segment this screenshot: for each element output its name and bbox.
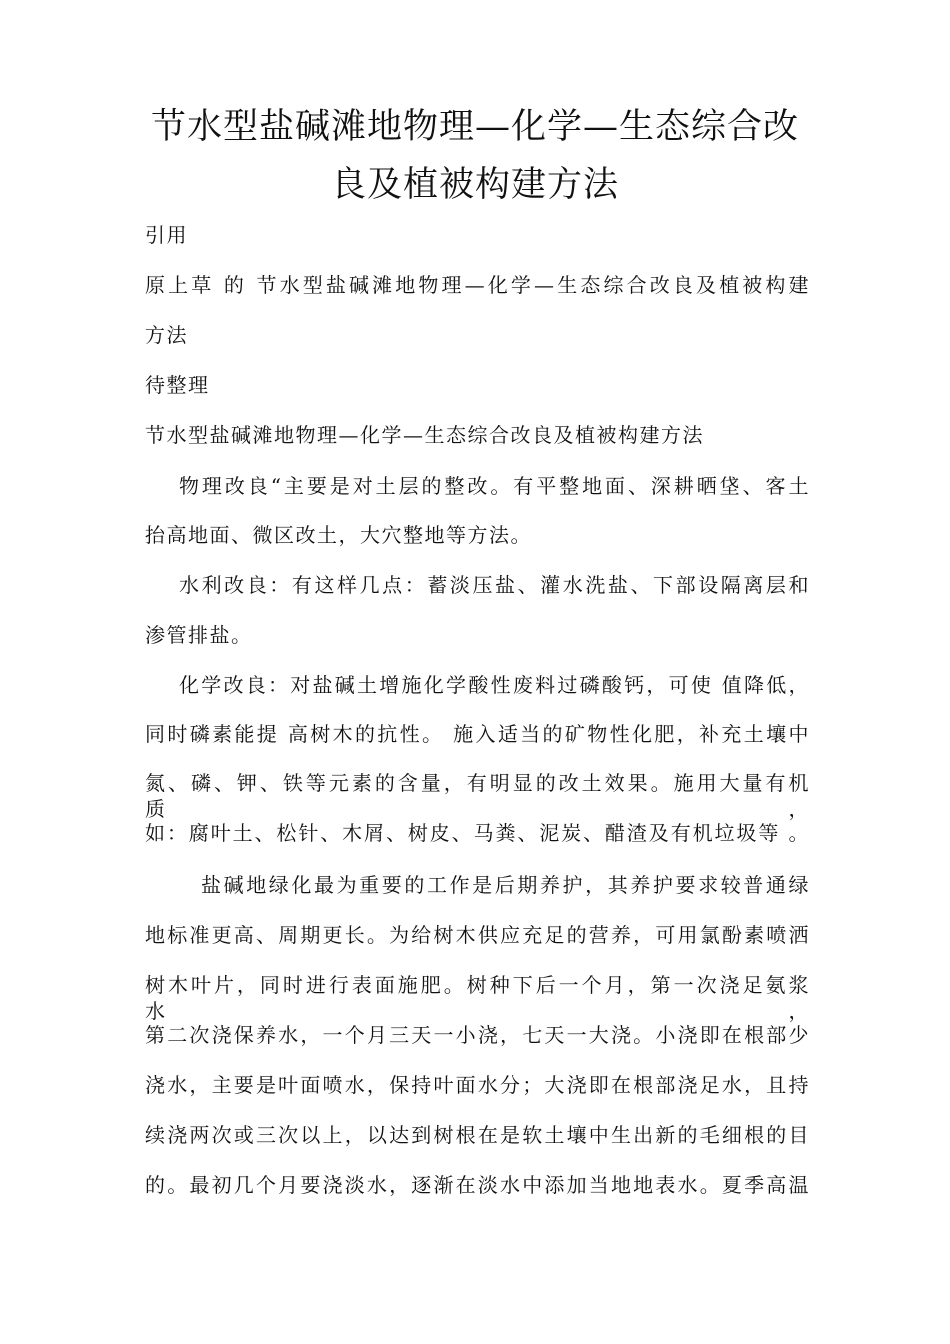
text-line: 浇水，主要是叶面喷水，保持叶面水分；大浇即在根部浇足水，且持: [145, 1073, 810, 1097]
document-title: [140, 98, 810, 214]
text-line: 原上草 的 节水型盐碱滩地物理—化学—生态综合改良及植被构建: [145, 273, 810, 297]
title-line-1: 节水型盐碱滩地物理—化学—生态综合改: [150, 107, 799, 147]
text-line: 树木叶片，同时进行表面施肥。树种下后一个月，第一次浇足氨浆水，: [145, 973, 810, 1023]
text-line: 抬高地面、微区改土，大穴整地等方法。: [145, 523, 532, 547]
text-line: 如：腐叶土、松针、木屑、树皮、马粪、泥炭、醋渣及有机垃圾等 。: [145, 821, 810, 845]
text-line: 渗管排盐。: [145, 623, 253, 647]
text-line: 续浇两次或三次以上，以达到树根在是软土壤中生出新的毛细根的目: [145, 1123, 810, 1147]
text-line: 方法: [145, 323, 188, 347]
text-line: 第二次浇保养水，一个月三天一小浇，七天一大浇。小浇即在根部少: [145, 1023, 810, 1047]
text-line: 引用: [145, 223, 188, 247]
text-line: 地标准更高、周期更长。为给树木供应充足的营养，可用氯酚素喷洒: [145, 923, 810, 947]
text-line: 氮、磷、钾、铁等元素的含量，有明显的改土效果。施用大量有机质，: [145, 771, 810, 821]
text-line: 水利改良：有这样几点：蓄淡压盐、灌水洗盐、下部设隔离层和: [179, 573, 810, 597]
text-line: 待整理: [145, 373, 210, 397]
text-line: 的。最初几个月要浇淡水，逐渐在淡水中添加当地地表水。夏季高温: [145, 1173, 810, 1197]
text-line: 节水型盐碱滩地物理—化学—生态综合改良及植被构建方法: [145, 423, 704, 447]
text-line: 化学改良：对盐碱土增施化学酸性废料过磷酸钙，可使 值降低，: [179, 673, 810, 697]
text-line: 同时磷素能提 高树木的抗性。 施入适当的矿物性化肥，补充土壤中: [145, 722, 810, 746]
text-line: 盐碱地绿化最为重要的工作是后期养护，其养护要求较普通绿: [201, 873, 810, 897]
title-line-2: 良及植被构建方法: [330, 165, 619, 205]
text-line: 物理改良“主要是对土层的整改。有平整地面、深耕晒垡、客土: [179, 474, 810, 498]
